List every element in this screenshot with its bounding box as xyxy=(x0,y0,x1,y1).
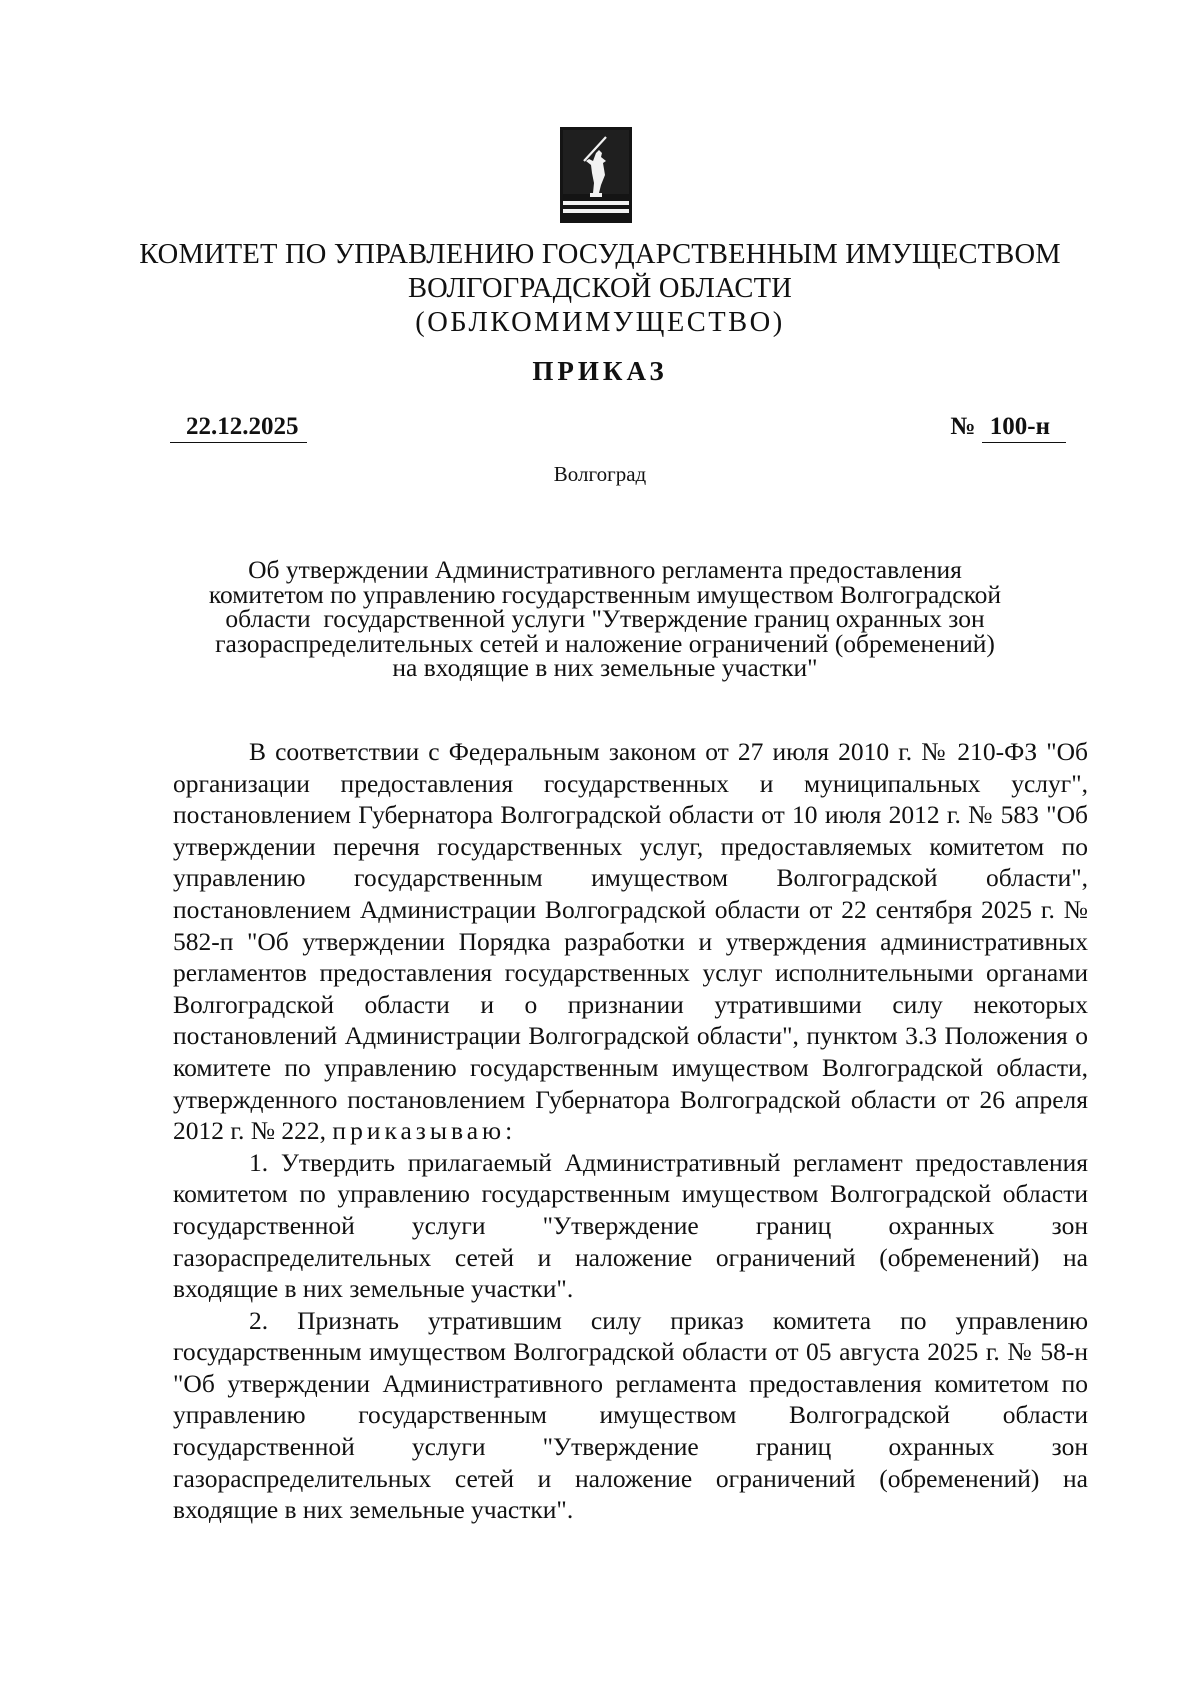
item-2-paragraph: 2. Признать утратившим силу приказ комитета по управлению государственным имуществом Волгоградской области от 05 августа 2025 г. № 58-н "Об утверждении Административного регламента предоставления комитетом по управлению государственным имуществом Волгоградской области государственной услуги "Утверждение границ охранных зон газораспределительных сетей и наложение ограничений (обременений) на входящие в них земельные участки". xyxy=(173,1305,1088,1525)
document-subject xyxy=(160,555,1050,682)
subject-line-5: на входящие в них земельные участки" xyxy=(392,653,818,682)
order-word: приказываю: xyxy=(332,1116,517,1146)
volgograd-emblem-icon xyxy=(560,127,632,223)
organization-line-1: КОМИТЕТ ПО УПРАВЛЕНИЮ ГОСУДАРСТВЕННЫМ ИМУЩЕСТВОМ xyxy=(139,239,1061,270)
organization-abbreviation: (ОБЛКОМИМУЩЕСТВО) xyxy=(415,307,785,338)
preamble-text: В соответствии с Федеральным законом от 27 июля 2010 г. № 210-ФЗ "Об организации предоставления государственных и муниципальных услуг", постановлением Губернатора Волгоградской области от 10 июля 2012 г. № 583 "Об утверждении перечня государственных услуг, предоставляемых комитетом по управлению государственным имуществом Волгоградской области", постановлением Администрации Волгоградской области от 22 сентября 2025 г. № 582-п "Об утверждении Порядка разработки и утверждения административных регламентов предоставления государственных услуг исполнительными органами Волгоградской области и о признании утратившими силу некоторых постановлений Администрации Волгоградской области", пунктом 3.3 Положения о комитете по управлению государственным имуществом Волгоградской области, утвержденного постановлением Губернатора Волгоградской области от 26 апреля 2012 г. № 222, xyxy=(173,737,1088,1146)
document-kind: ПРИКАЗ xyxy=(532,356,668,386)
subject-line-1: Об утверждении Административного регламента предоставления xyxy=(248,555,962,584)
organization-title xyxy=(120,238,1080,340)
document-date: 22.12.2025 xyxy=(170,412,307,443)
item-1-paragraph: 1. Утвердить прилагаемый Административный регламент предоставления комитетом по управлению государственным имуществом Волгоградской области государственной услуги "Утверждение границ охранных зон газораспределительных сетей и наложение ограничений (обременений) на входящие в них земельные участки". xyxy=(173,1147,1088,1304)
document-number: 100-н xyxy=(982,412,1066,443)
document-body xyxy=(173,736,1088,1526)
subject-line-4: газораспределительных сетей и наложение ограничений (обременений) xyxy=(215,628,995,658)
organization-line-2: ВОЛГОГРАДСКОЙ ОБЛАСТИ xyxy=(407,273,793,304)
number-sign: № xyxy=(950,413,976,440)
subject-line-2: комитетом по управлению государственным имуществом Волгоградской xyxy=(208,579,1002,609)
document-number-block xyxy=(950,412,1066,443)
subject-line-3: области государственной услуги "Утверждение границ охранных зон xyxy=(225,604,985,633)
preamble-paragraph xyxy=(173,736,1088,1147)
document-city: Волгоград xyxy=(553,462,647,486)
